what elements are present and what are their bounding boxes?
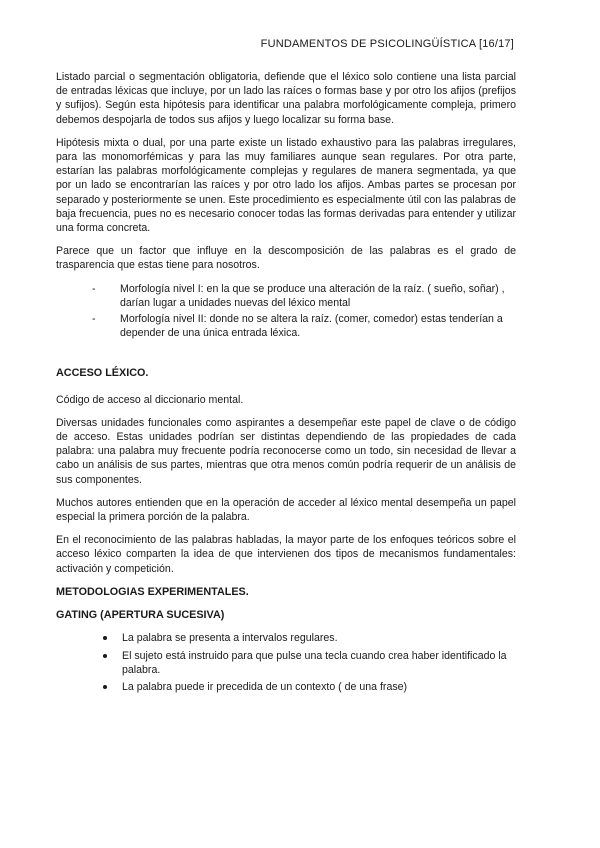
list-item-text: La palabra se presenta a intervalos regulares. (122, 632, 338, 645)
list-item (86, 282, 516, 310)
paragraph-unidades-funcionales: Diversas unidades funcionales como aspirantes a desempeñar este papel de clave o de código de acceso. Estas unidades podrían ser distintas dependiendo de las propiedades de cada palabra: una palabra muy frecuente podría reconocerse como un todo, sin necesidad de llevar a cabo un análisis de sus partes, mientras que otra menos común podría requerir de un análisis de sus componentes. (56, 416, 516, 486)
paragraph-transparencia: Parece que un factor que influye en la descomposición de las palabras es el grado de trasparencia que estas tiene para nosotros. (56, 245, 516, 272)
section-heading-acceso-lexico: ACCESO LÉXICO. (56, 367, 149, 380)
morphology-level-list (86, 282, 516, 341)
bullet-icon (103, 654, 107, 658)
list-item-text: La palabra puede ir precedida de un contexto ( de una frase) (122, 680, 408, 693)
bullet-icon (103, 636, 107, 640)
subheading-gating: GATING (APERTURA SUCESIVA) (56, 609, 225, 622)
paragraph-palabras-habladas: En el reconocimiento de las palabras habladas, la mayor parte de los enfoques teóricos sobre el acceso léxico comparten la idea de que intervienen dos tipos de mecanismos fundamentales: activación y competición. (56, 534, 516, 575)
list-item (86, 312, 516, 340)
list-item-text: Morfología nivel I: en la que se produce una alteración de la raíz. ( sueño, soñar) , darían lugar a unidades nuevas del léxico mental (120, 282, 505, 309)
page-content (56, 70, 516, 697)
section-heading-metodologias: METODOLOGIAS EXPERIMENTALES. (56, 585, 249, 598)
list-item (100, 649, 516, 677)
bullet-icon (103, 685, 107, 689)
paragraph-hipotesis-mixta: Hipótesis mixta o dual, por una parte existe un listado exhaustivo para las palabras irregulares, para las monomorfémicas y para las muy familiares aunque sean regulares. Por otra parte, estarían las palabras morfológicamente complejas y regulares de manera segmentada, ya que por un lado se encontrarían las raíces y por otro lado los afijos. Ambas partes se procesan por separado y posteriormente se unen. Este procedimiento es especialmente útil con las palabras de baja frecuencia, pues no es necesario conocer todas las formas derivadas para entender y utilizar una forma concreta. (56, 136, 516, 235)
paragraph-listado-parcial: Listado parcial o segmentación obligatoria, defiende que el léxico solo contiene una lista parcial de entradas léxicas que incluye, por un lado las raíces o formas base y por otro los afijos (prefijos y sufijos). Según esta hipótesis para identificar una palabra morfológicamente compleja, primero debemos despojarla de todos sus afijos y luego localizar su forma base. (56, 71, 516, 126)
paragraph-primera-porcion: Muchos autores entienden que en la operación de acceder al léxico mental desempeña un papel especial la primera porción de la palabra. (56, 496, 516, 524)
list-item (100, 631, 516, 645)
list-item (100, 680, 516, 694)
list-item-text: Morfología nivel II: donde no se altera la raíz. (comer, comedor) estas tenderían a depender de una única entrada léxica. (120, 313, 503, 340)
dash-marker: - (92, 282, 96, 295)
running-header: FUNDAMENTOS DE PSICOLINGÜÍSTICA [16/17] (260, 38, 514, 50)
gating-bullet-list (100, 631, 516, 694)
paragraph-codigo-acceso: Código de acceso al diccionario mental. (56, 393, 244, 406)
dash-marker: - (92, 313, 96, 326)
list-item-text: El sujeto está instruido para que pulse una tecla cuando crea haber identificado la palabra. (122, 649, 507, 676)
